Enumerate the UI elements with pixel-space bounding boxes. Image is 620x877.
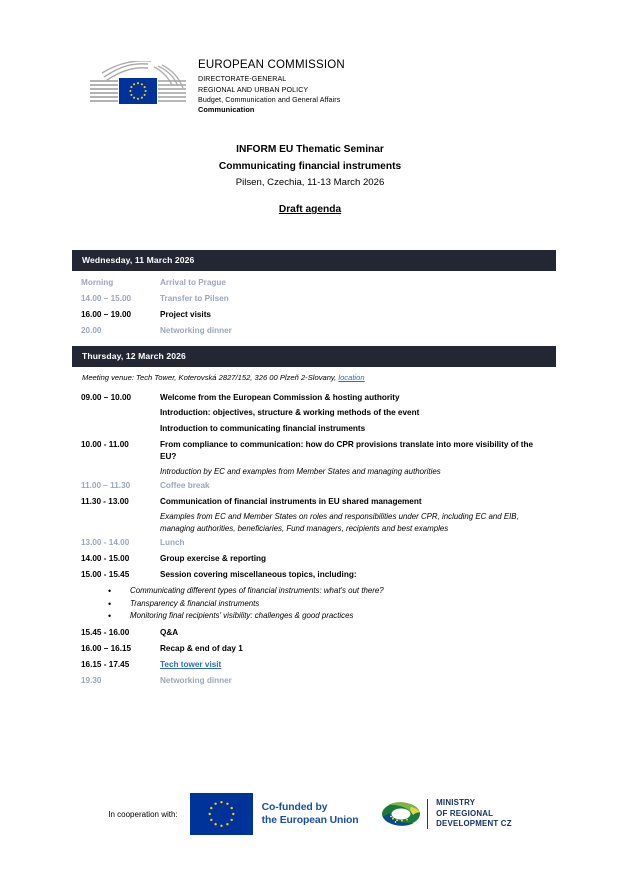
seminar-subtitle: Communicating financial instruments [218,160,402,172]
document-header [0,58,620,116]
agenda-row [72,465,556,478]
draft-agenda-heading: Draft agenda [278,204,342,216]
agenda-row-time: Morning [81,278,114,287]
agenda-row-time: 09.00 – 10.00 [81,392,132,402]
day-rows-wednesday [72,271,556,339]
org-line-3: Budget, Communication and General Affairs [198,95,341,104]
agenda-row [72,390,556,406]
header-text-block [198,58,345,116]
agenda-row-description: Lunch [160,538,185,548]
day-header-wednesday: Wednesday, 11 March 2026 [72,250,556,271]
czech-ministry-logo-icon [381,799,421,829]
cofunded-line-1: Co-funded by [261,802,328,813]
agenda-row [72,307,556,323]
agenda-row-description: Introduction by EC and examples from Member States and managing authorities [160,467,441,477]
agenda-row [72,551,556,567]
day-header-thursday: Thursday, 12 March 2026 [72,346,556,367]
agenda-row [72,323,556,339]
venue-text: Meeting venue: Tech Tower, Koterovská 2827/152, 326 00 Plzeň 2-Slovany, [82,372,339,382]
agenda-row [72,405,556,421]
agenda-row-description: Networking dinner [160,325,232,335]
agenda-row [72,510,556,535]
org-title: EUROPEAN COMMISSION [198,59,345,71]
org-line-1: DIRECTORATE-GENERAL [198,75,287,84]
agenda-row-time: 10.00 - 11.00 [81,440,129,450]
ministry-line-2: OF REGIONAL [436,808,494,818]
agenda-row [72,494,556,510]
ministry-line-3: DEVELOPMENT CZ [436,819,512,829]
agenda-row [72,421,556,437]
agenda-row [72,657,556,673]
ministry-line-1: MINISTRY [436,798,476,808]
day-rows-thursday [72,384,556,689]
agenda-row-time: 14.00 – 15.00 [81,293,132,303]
agenda-row [72,625,556,641]
org-line-2: REGIONAL AND URBAN POLICY [198,85,309,94]
eu-cofunded-text [262,801,359,827]
cooperation-label: In cooperation with: [108,809,178,819]
agenda-bullet-list [72,583,556,625]
agenda-row-description: Group exercise & reporting [160,554,267,564]
eu-flag-icon [190,793,253,835]
agenda-row-description: Welcome from the European Commission & hosting authority [160,392,400,402]
meeting-venue [72,367,556,384]
agenda-row-description: Communication of financial instruments in EU shared management [160,497,422,507]
agenda-row-description: Introduction to communicating financial instruments [160,424,366,434]
tech-tower-visit-link[interactable]: Tech tower visit [160,660,222,669]
agenda-row-time: 16.00 – 16.15 [81,644,132,654]
agenda-row-description: Q&A [160,628,179,638]
agenda-bullet-item: • Transparency & financial instruments [72,598,556,611]
agenda-row-description: Networking dinner [160,675,232,685]
agenda-row-description: Coffee break [160,481,210,491]
ministry-badge [381,798,512,830]
agenda-row [72,641,556,657]
agenda-row-time: 11.00 – 11.30 [81,481,131,491]
agenda-bullet-item: • Monitoring final recipients' visibility: challenges & good practices [72,610,556,623]
eu-cofunded-badge [190,793,359,835]
agenda-row-time: 16.00 – 19.00 [81,309,132,319]
agenda-row-description: Arrival to Prague [160,278,226,287]
agenda-row-time: 19.30 [81,675,102,685]
agenda-row [72,567,556,583]
agenda-row-time: 16.15 - 17.45 [81,660,130,669]
agenda-row-time: 15.00 - 15.45 [81,569,130,579]
venue-location-link[interactable]: location [338,372,365,382]
agenda-row-time: 13.00 - 14.00 [81,538,130,548]
agenda-row-time: 14.00 - 15.00 [81,554,130,564]
european-commission-logo-icon [88,61,188,111]
agenda-row-description: Introduction: objectives, structure & working methods of the event [160,408,420,418]
agenda-row-time: 11.30 - 13.00 [81,497,129,507]
agenda-row-description: Recap & end of day 1 [160,644,243,654]
ministry-divider [427,799,429,829]
agenda-row-time: 20.00 [81,325,102,335]
agenda-row-time: 15.45 - 16.00 [81,628,130,638]
seminar-location-dates: Pilsen, Czechia, 11-13 March 2026 [235,177,385,189]
agenda-row-description: From compliance to communication: how do CPR provisions translate into more visibility of the EU? [160,440,534,462]
agenda-row [72,478,556,494]
cofunded-line-2: the European Union [261,815,359,826]
agenda-row-description: Session covering miscellaneous topics, including: [160,569,357,579]
agenda-row-description: Project visits [160,309,211,319]
agenda-row [72,673,556,689]
org-unit: Communication [198,105,255,115]
agenda-row [72,275,556,291]
agenda-row-description[interactable] [160,659,556,671]
agenda-row [72,535,556,551]
seminar-title: INFORM EU Thematic Seminar [236,144,384,155]
agenda-row [72,291,556,307]
agenda-row [72,437,556,465]
ministry-text [436,798,512,830]
agenda-bullet-item: • Communicating different types of financial instruments: what's out there? [72,585,556,598]
agenda-row-description: Transfer to Pilsen [160,293,229,303]
title-block [0,142,620,217]
agenda-body [72,250,556,689]
document-footer [0,793,620,835]
agenda-row-description: Examples from EC and Member States on roles and responsibilities under CPR, including EC and EIB, managing authorities, beneficiaries, Fund managers, recipients and best examples [160,512,519,533]
